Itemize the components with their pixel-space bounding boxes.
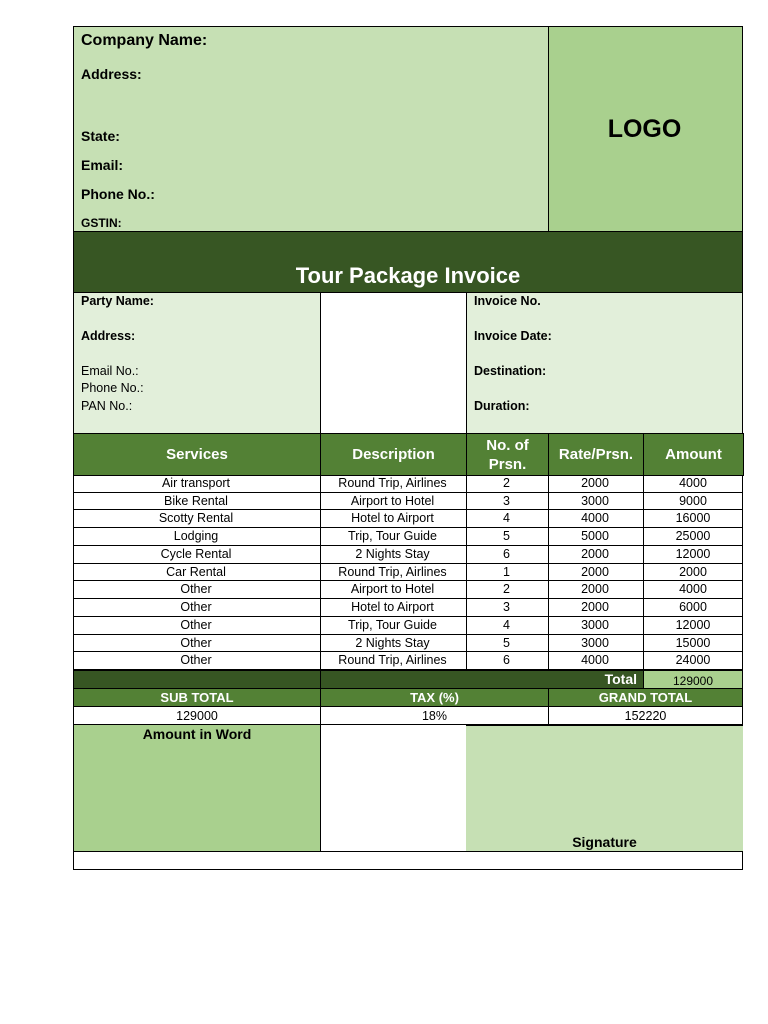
persons-cell: 2 bbox=[503, 476, 510, 490]
header-services: Services bbox=[73, 433, 321, 476]
grand-total-header: GRAND TOTAL bbox=[548, 688, 743, 707]
rate-cell: 5000 bbox=[581, 529, 609, 544]
bottom-strip bbox=[73, 851, 743, 870]
description-cell: Round Trip, Airlines bbox=[338, 564, 447, 579]
company-info-block bbox=[73, 26, 549, 232]
company-state-label: State: bbox=[81, 128, 120, 144]
table-row bbox=[73, 617, 743, 635]
persons-cell: 1 bbox=[503, 564, 510, 579]
rate-cell: 3000 bbox=[581, 493, 609, 508]
table-row bbox=[73, 493, 743, 511]
table-row bbox=[73, 546, 743, 564]
description-cell: Trip, Tour Guide bbox=[348, 617, 437, 632]
duration-label: Duration: bbox=[474, 399, 530, 413]
amount-cell: 4000 bbox=[679, 582, 707, 597]
amount-cell: 6000 bbox=[679, 600, 707, 615]
sub-total-value: 129000 bbox=[73, 706, 321, 725]
table-row bbox=[73, 652, 743, 670]
header-description: Description bbox=[320, 433, 467, 476]
amount-cell: 9000 bbox=[679, 493, 707, 508]
amount-cell: 25000 bbox=[675, 529, 711, 544]
company-email-label: Email: bbox=[81, 157, 124, 173]
footer-blank bbox=[320, 724, 467, 744]
blank-cell bbox=[320, 292, 467, 434]
destination-label: Destination: bbox=[474, 364, 547, 378]
logo-placeholder bbox=[548, 26, 743, 232]
rate-cell: 2000 bbox=[581, 582, 609, 597]
description-cell: 2 Nights Stay bbox=[355, 635, 430, 650]
company-phone-label: Phone No.: bbox=[81, 186, 155, 202]
invoice-sheet bbox=[73, 26, 743, 870]
persons-cell: 4 bbox=[503, 511, 510, 526]
description-cell: Airport to Hotel bbox=[350, 582, 435, 597]
persons-cell: 4 bbox=[503, 617, 510, 632]
rate-cell: 2000 bbox=[581, 564, 609, 579]
tax-header: TAX (%) bbox=[320, 688, 549, 707]
service-cell: Other bbox=[180, 653, 212, 668]
amount-cell: 16000 bbox=[675, 511, 711, 526]
service-cell: Car Rental bbox=[166, 564, 226, 579]
amount-cell: 2000 bbox=[679, 564, 707, 579]
table-row bbox=[73, 599, 743, 617]
service-cell: Cycle Rental bbox=[160, 546, 232, 561]
total-row-mid-fill bbox=[320, 670, 644, 689]
description-cell: 2 Nights Stay bbox=[355, 546, 430, 561]
rate-cell: 2000 bbox=[581, 600, 609, 615]
party-phone-label: Phone No.: bbox=[81, 381, 144, 395]
company-address-label: Address: bbox=[81, 66, 142, 82]
service-cell: Scotty Rental bbox=[158, 511, 234, 526]
persons-cell: 3 bbox=[503, 600, 510, 615]
persons-cell: 6 bbox=[503, 546, 510, 561]
service-cell: Other bbox=[180, 600, 212, 615]
total-row-left-fill bbox=[73, 670, 321, 689]
persons-cell: 2 bbox=[503, 582, 510, 597]
total-value: 129000 bbox=[643, 670, 743, 689]
description-cell: Trip, Tour Guide bbox=[348, 529, 437, 544]
header-amount: Amount bbox=[643, 433, 744, 476]
party-address-label: Address: bbox=[81, 329, 136, 343]
amount-in-word-block bbox=[73, 724, 321, 852]
table-row bbox=[73, 635, 743, 653]
header-rate: Rate/Prsn. bbox=[548, 433, 644, 476]
title-band bbox=[73, 231, 743, 293]
table-row bbox=[73, 510, 743, 528]
total-label: Total bbox=[604, 671, 637, 687]
amount-in-word-label: Amount in Word bbox=[142, 726, 252, 742]
amount-cell: 12000 bbox=[675, 546, 711, 561]
rate-cell: 3000 bbox=[581, 617, 609, 632]
party-email-label: Email No.: bbox=[81, 364, 139, 378]
invoice-no-label: Invoice No. bbox=[474, 294, 541, 308]
description-cell: Round Trip, Airlines bbox=[338, 476, 447, 490]
service-cell: Other bbox=[180, 617, 212, 632]
company-gstin-label: GSTIN: bbox=[81, 216, 122, 230]
persons-cell: 5 bbox=[503, 529, 510, 544]
amount-cell: 15000 bbox=[675, 635, 711, 650]
rate-cell: 3000 bbox=[581, 635, 609, 650]
party-pan-label: PAN No.: bbox=[81, 399, 133, 413]
grand-total-value: 152220 bbox=[548, 706, 743, 725]
rate-cell: 2000 bbox=[581, 476, 609, 490]
service-cell: Lodging bbox=[173, 529, 219, 544]
amount-cell: 24000 bbox=[675, 653, 711, 668]
signature-label: Signature bbox=[572, 834, 637, 850]
invoice-date-label: Invoice Date: bbox=[474, 329, 552, 343]
table-row bbox=[73, 581, 743, 599]
rate-cell: 2000 bbox=[581, 546, 609, 561]
header-persons: No. of Prsn. bbox=[466, 433, 549, 476]
table-row bbox=[73, 528, 743, 546]
persons-cell: 5 bbox=[503, 635, 510, 650]
service-cell: Bike Rental bbox=[164, 493, 228, 508]
company-name-label: Company Name: bbox=[81, 32, 208, 49]
amount-cell: 4000 bbox=[679, 476, 707, 490]
description-cell: Round Trip, Airlines bbox=[338, 653, 447, 668]
persons-cell: 6 bbox=[503, 653, 510, 668]
table-row bbox=[73, 475, 743, 493]
tax-value: 18% bbox=[320, 706, 549, 725]
description-cell: Airport to Hotel bbox=[350, 493, 435, 508]
table-body bbox=[73, 475, 743, 670]
table-row bbox=[73, 564, 743, 582]
service-cell: Other bbox=[180, 582, 212, 597]
description-cell: Hotel to Airport bbox=[351, 600, 434, 615]
service-cell: Air transport bbox=[161, 476, 231, 490]
signature-block bbox=[466, 725, 743, 852]
persons-cell: 3 bbox=[503, 493, 510, 508]
total-row bbox=[73, 670, 743, 689]
rate-cell: 4000 bbox=[581, 511, 609, 526]
service-cell: Other bbox=[180, 635, 212, 650]
logo-text: LOGO bbox=[607, 114, 682, 143]
party-info-block bbox=[73, 292, 321, 434]
table-header bbox=[73, 433, 743, 476]
invoice-info-block bbox=[466, 292, 743, 434]
party-name-label: Party Name: bbox=[81, 294, 154, 308]
description-cell: Hotel to Airport bbox=[351, 511, 434, 526]
rate-cell: 4000 bbox=[581, 653, 609, 668]
amount-cell: 12000 bbox=[675, 617, 711, 632]
sub-total-header: SUB TOTAL bbox=[73, 688, 321, 707]
page-title: Tour Package Invoice bbox=[295, 263, 521, 288]
